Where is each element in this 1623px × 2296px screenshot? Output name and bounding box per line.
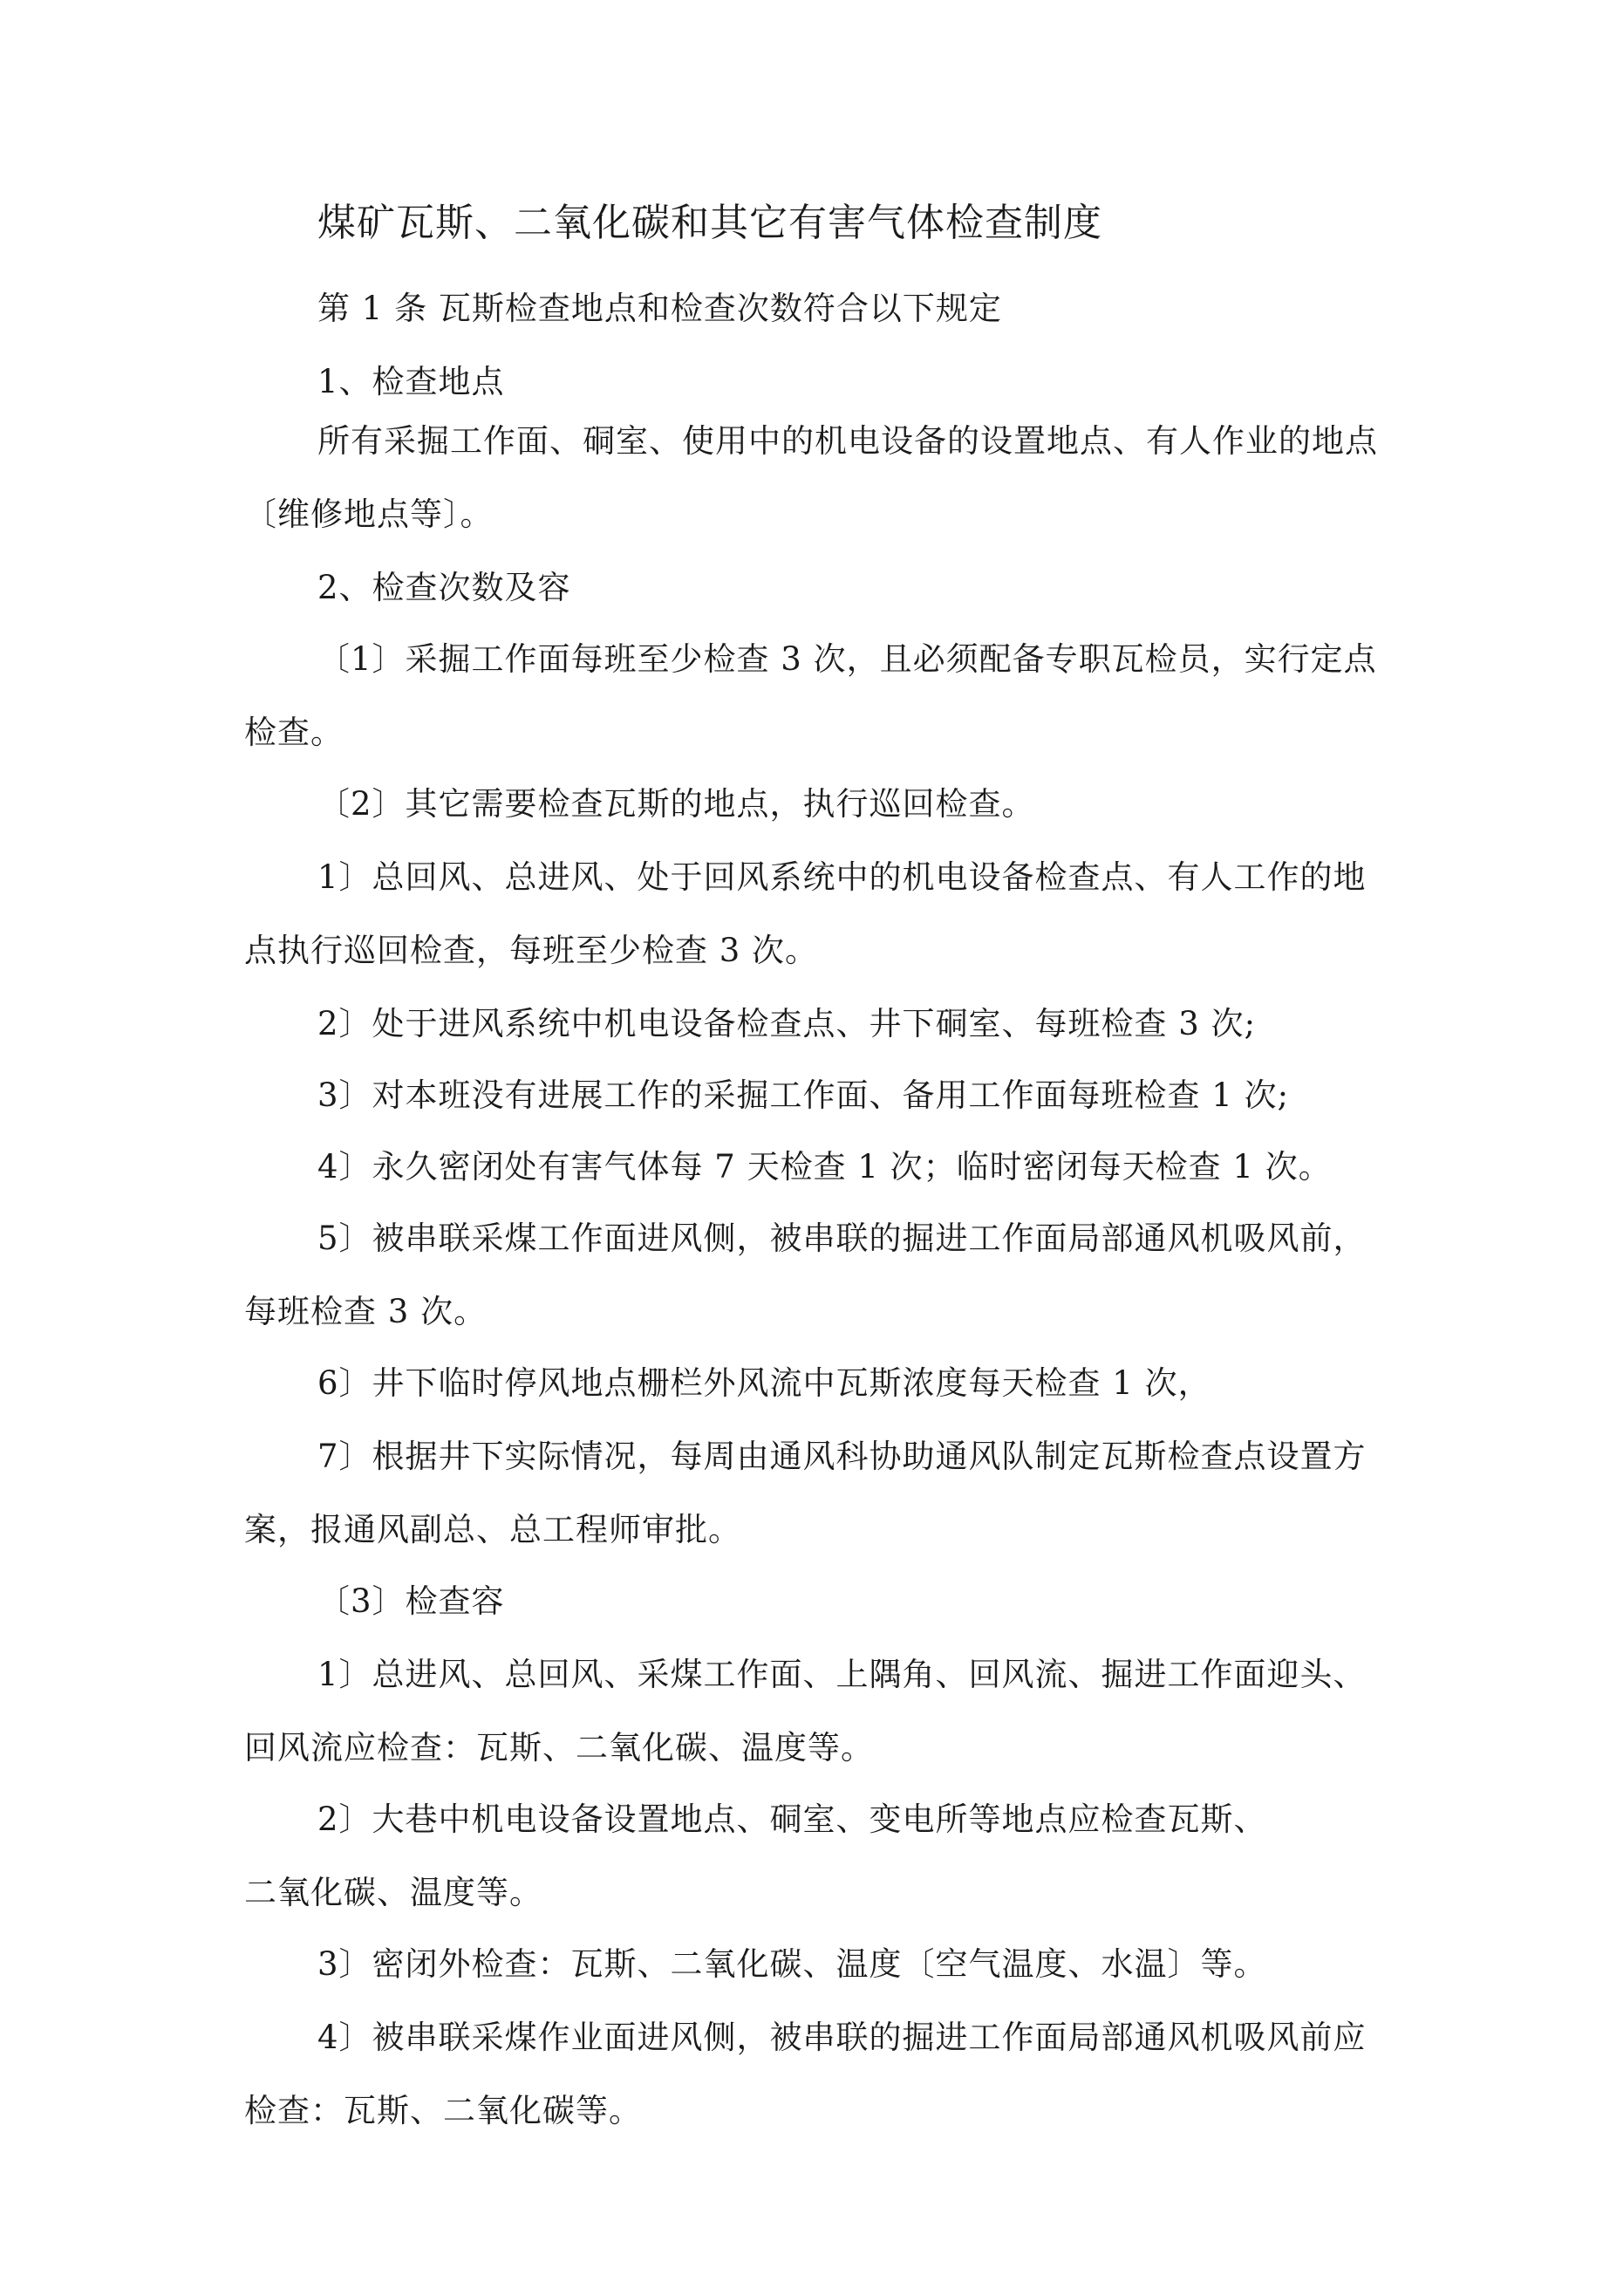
paragraph: 1〕总进风、总回风、采煤工作面、上隅角、回风流、掘进工作面迎头、回风流应检查：瓦斯、二氧化碳、温度等。 (244, 1656, 1367, 1766)
paragraph: 1〕总回风、总进风、处于回风系统中的机电设备检查点、有人工作的地点执行巡回检查，每班至少检查 3 次。 (244, 858, 1367, 969)
paragraph: 二氧化碳、温度等。 (244, 1874, 542, 1911)
article-heading: 第 1 条 瓦斯检查地点和检查次数符合以下规定 (317, 290, 1002, 327)
paragraph: 7〕根据井下实际情况，每周由通风科协助通风队制定瓦斯检查点设置方案，报通风副总、总工程师审批。 (244, 1438, 1367, 1548)
paragraph: 5〕被串联采煤工作面进风侧，被串联的掘进工作面局部通风机吸风前，每班检查 3 次。 (244, 1220, 1367, 1330)
paragraph: 〔1〕采掘工作面每班至少检查 3 次，且必须配备专职瓦检员，实行定点检查。 (244, 640, 1377, 751)
paragraph: 所有采掘工作面、硐室、使用中的机电设备的设置地点、有人作业的地点〔维修地点等〕。 (244, 422, 1378, 533)
paragraph: 〔2〕其它需要检查瓦斯的地点，执行巡回检查。 (317, 785, 1035, 823)
paragraph: 6〕井下临时停风地点栅栏外风流中瓦斯浓度每天检查 1 次， (317, 1364, 1211, 1402)
section-heading: 1、检查地点 (317, 363, 505, 400)
section-heading: 2、检查次数及容 (317, 569, 571, 606)
paragraph: 4〕被串联采煤作业面进风侧，被串联的掘进工作面局部通风机吸风前应检查：瓦斯、二氧化碳等。 (244, 2019, 1367, 2129)
section-heading: 〔3〕检查容 (317, 1582, 505, 1620)
paragraph: 2〕处于进风系统中机电设备检查点、井下硐室、每班检查 3 次; (317, 1005, 1257, 1042)
paragraph: 3〕密闭外检查：瓦斯、二氧化碳、温度〔空气温度、水温〕等。 (317, 1945, 1267, 1983)
paragraph: 2〕大巷中机电设备设置地点、硐室、变电所等地点应检查瓦斯、 (317, 1801, 1267, 1838)
paragraph: 3〕对本班没有进展工作的采掘工作面、备用工作面每班检查 1 次; (317, 1076, 1290, 1114)
paragraph: 4〕永久密闭处有害气体每 7 天检查 1 次；临时密闭每天检查 1 次。 (317, 1148, 1332, 1186)
document-title: 煤矿瓦斯、二氧化碳和其它有害气体检查制度 (317, 201, 1102, 245)
